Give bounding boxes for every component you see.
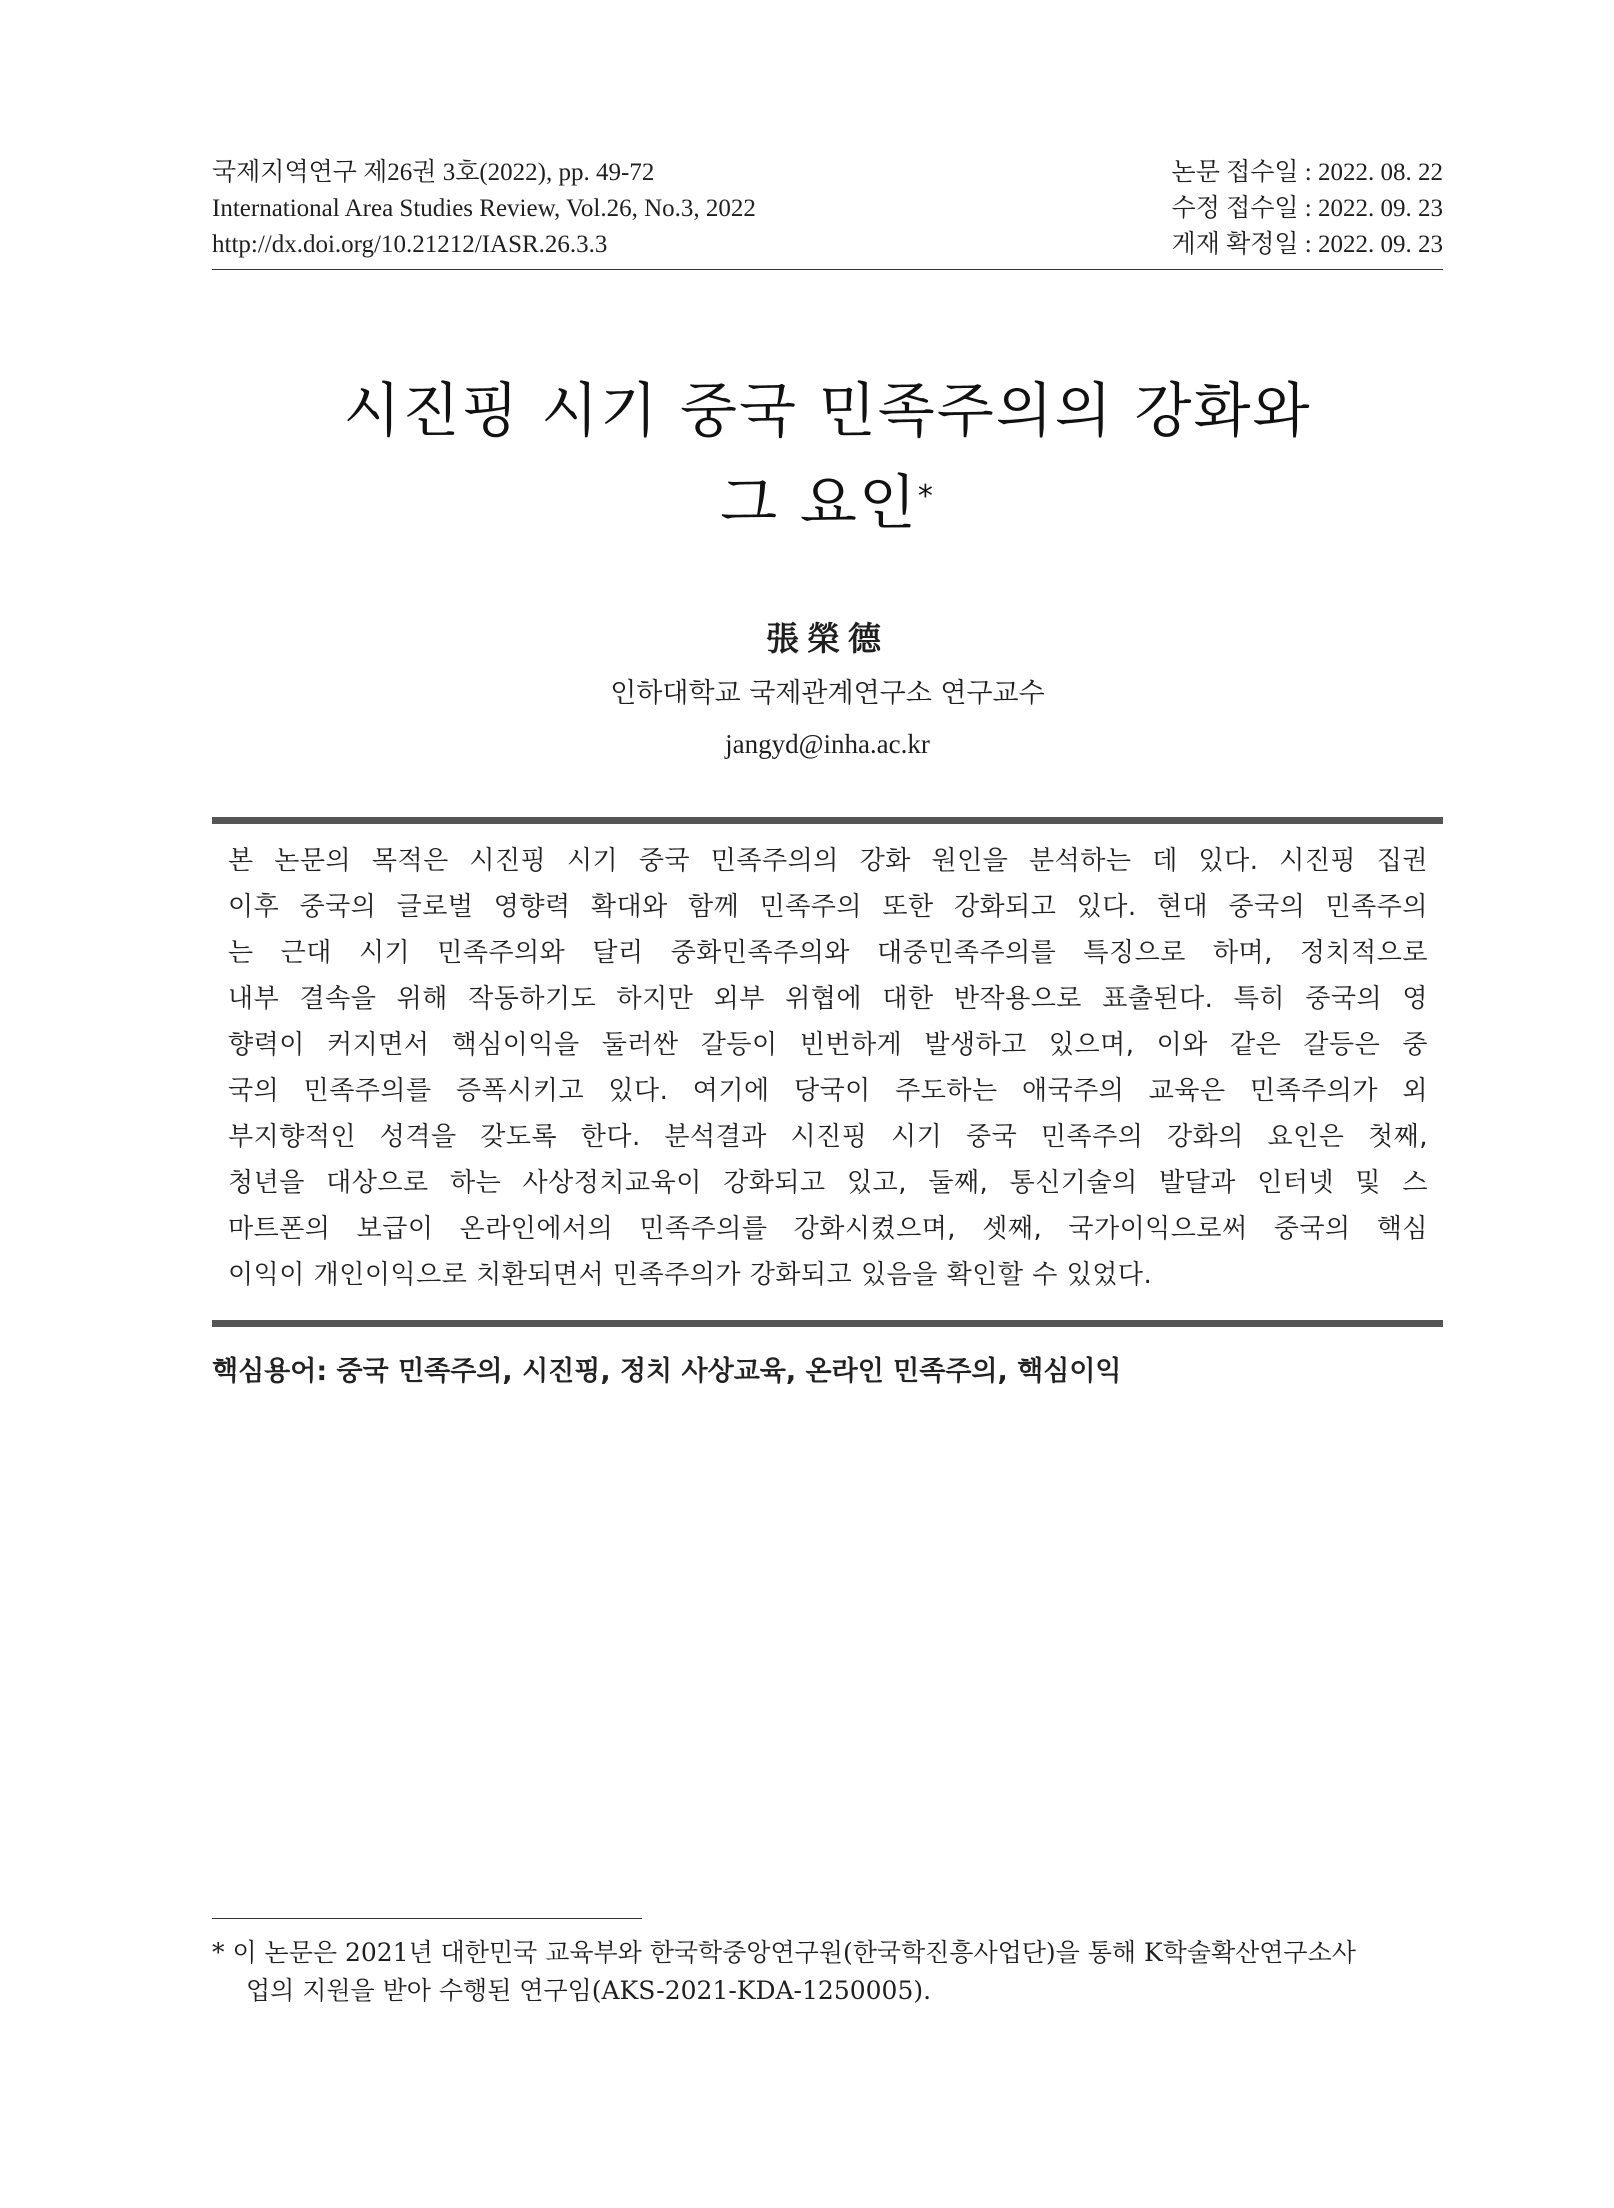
abstract-line: 국의 민족주의를 증폭시키고 있다. 여기에 당국이 주도하는 애국주의 교육은 민족주의가 외 <box>228 1076 1428 1106</box>
journal-title-en: International Area Studies Review, Vol.26, No.3, 2022 <box>212 195 756 222</box>
revised-date: 수정 접수일 : 2022. 09. 23 <box>1171 195 1443 222</box>
journal-info <box>212 155 756 263</box>
paper-title <box>212 365 1443 549</box>
abstract-line: 이후 중국의 글로벌 영향력 확대와 함께 민족주의 또한 강화되고 있다. 현대 중국의 민족주의 <box>228 892 1428 922</box>
abstract-line: 향력이 커지면서 핵심이익을 둘러싼 갈등이 빈번하게 발생하고 있으며, 이와 같은 갈등은 중 <box>228 1030 1428 1060</box>
journal-title-ko: 국제지역연구 제26권 3호(2022), pp. 49-72 <box>212 159 655 186</box>
abstract-line: 는 근대 시기 민족주의와 달리 중화민족주의와 대중민족주의를 특징으로 하며, 정치적으로 <box>228 938 1428 968</box>
abstract <box>228 838 1428 1298</box>
title-line-1: 시진핑 시기 중국 민족주의의 강화와 <box>343 376 1312 445</box>
keywords: 핵심용어: 중국 민족주의, 시진핑, 정치 사상교육, 온라인 민족주의, 핵심이익 <box>212 1356 1122 1387</box>
abstract-line: 내부 결속을 위해 작동하기도 하지만 외부 위협에 대한 반작용으로 표출된다. 특히 중국의 영 <box>228 984 1428 1014</box>
doi-link[interactable]: http://dx.doi.org/10.21212/IASR.26.3.3 <box>212 231 608 258</box>
abstract-line: 청년을 대상으로 하는 사상정치교육이 강화되고 있고, 둘째, 통신기술의 발달과 인터넷 및 스 <box>228 1168 1428 1198</box>
title-line-2-text: 그 요인 <box>720 468 918 537</box>
abstract-line: 부지향적인 성격을 갖도록 한다. 분석결과 시진핑 시기 중국 민족주의 강화의 요인은 첫째, <box>228 1122 1428 1152</box>
author-affiliation: 인하대학교 국제관계연구소 연구교수 <box>610 678 1045 709</box>
author-email[interactable]: jangyd@inha.ac.kr <box>725 729 930 759</box>
footnote-line-2: 업의 지원을 받아 수행된 연구임(AKS-2021-KDA-1250005). <box>246 1976 932 2005</box>
abstract-line: 이익이 개인이익으로 치환되면서 민족주의가 강화되고 있음을 확인할 수 있었다. <box>228 1260 1153 1290</box>
abstract-top-rule <box>212 817 1443 824</box>
header-divider <box>212 269 1443 270</box>
abstract-bottom-rule <box>212 1320 1443 1327</box>
title-line-2 <box>212 457 1443 549</box>
author-name: 張榮德 <box>766 619 889 658</box>
footnote <box>212 1934 1443 2010</box>
footnote-divider <box>212 1918 642 1919</box>
title-footnote-marker: * <box>917 479 935 514</box>
received-date: 논문 접수일 : 2022. 08. 22 <box>1171 159 1443 186</box>
submission-dates <box>1172 155 1443 263</box>
abstract-line: 마트폰의 보급이 온라인에서의 민족주의를 강화시켰으며, 셋째, 국가이익으로써 중국의 핵심 <box>228 1214 1428 1244</box>
footnote-line-1: * 이 논문은 2021년 대한민국 교육부와 한국학중앙연구원(한국학진흥사업단)을 통해 K학술확산연구소사 <box>212 1938 1356 1967</box>
page-header <box>212 155 1443 265</box>
accepted-date: 게재 확정일 : 2022. 09. 23 <box>1171 231 1443 258</box>
abstract-line: 본 논문의 목적은 시진핑 시기 중국 민족주의의 강화 원인을 분석하는 데 있다. 시진핑 집권 <box>228 846 1428 876</box>
